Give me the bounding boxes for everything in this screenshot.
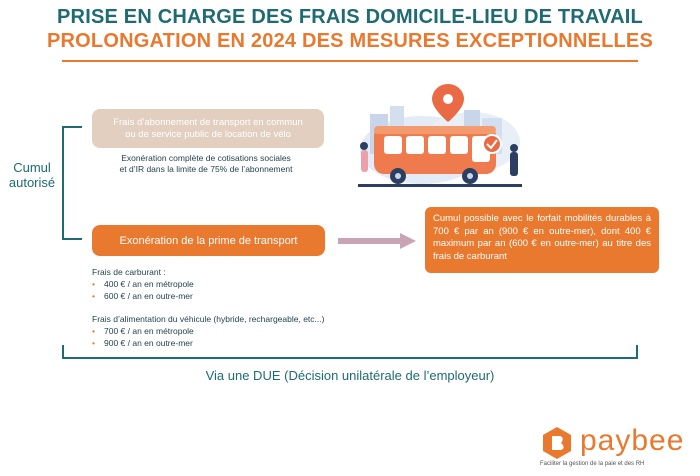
cumul-label-line1: Cumul bbox=[13, 160, 51, 175]
page-title: PRISE EN CHARGE DES FRAIS DOMICILE-LIEU DE TRAVAIL bbox=[57, 6, 643, 28]
transport-note-line1: Exonération complète de cotisations sociales bbox=[121, 153, 291, 163]
logo-tagline: Faciliter la gestion de la paie et des RH bbox=[540, 461, 645, 467]
list-item: • 600 € / an en outre-mer bbox=[92, 291, 193, 301]
transport-box-line2: ou de service public de location de vélo bbox=[125, 128, 291, 140]
bus-illustration-icon bbox=[352, 84, 528, 192]
vehicle-power-costs-title: Frais d’alimentation du véhicule (hybride, rechargeable, etc...) bbox=[92, 314, 325, 324]
cumul-label-line2: autorisé bbox=[8, 175, 56, 190]
cumul-bracket bbox=[62, 126, 82, 240]
logo-wordmark: paybee bbox=[580, 424, 685, 457]
page-subtitle: PROLONGATION EN 2024 DES MESURES EXCEPTIONNELLES bbox=[46, 30, 653, 52]
transport-subscription-box bbox=[92, 109, 324, 148]
cumul-label bbox=[4, 160, 60, 190]
transport-exemption-note bbox=[100, 153, 312, 175]
list-item: • 900 € / an en outre-mer bbox=[92, 338, 193, 348]
due-caption: Via une DUE (Décision unilatérale de l’employeur) bbox=[205, 368, 495, 383]
hexagon-logo-icon bbox=[540, 426, 574, 460]
transport-bonus-box: Exonération de la prime de transport bbox=[92, 225, 325, 256]
list-item: • 400 € / an en métropole bbox=[92, 279, 194, 289]
mobility-package-box: Cumul possible avec le forfait mobilités durables à 700 € par an (900 € en outre-mer), dont 400 € maximum par an (600 € en outre-mer) au titre des frais de carburant bbox=[425, 207, 659, 273]
arrow-right-icon bbox=[338, 231, 418, 251]
transport-note-line2: et d’IR dans la limite de 75% de l’abonnement bbox=[119, 164, 293, 174]
title-divider bbox=[62, 60, 638, 62]
fuel-costs-title: Frais de carburant : bbox=[92, 267, 166, 277]
list-item: • 700 € / an en métropole bbox=[92, 326, 194, 336]
transport-box-line1: Frais d’abonnement de transport en commun bbox=[113, 116, 303, 128]
paybee-logo bbox=[540, 424, 700, 476]
due-bracket bbox=[62, 345, 638, 359]
